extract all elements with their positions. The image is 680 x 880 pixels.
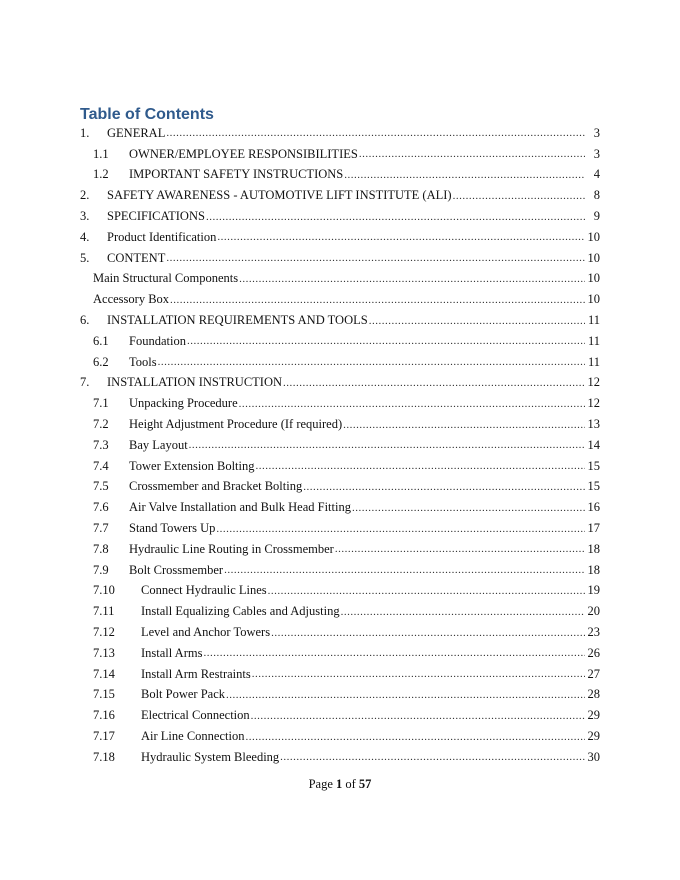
dot-leader [158,356,585,368]
dot-leader [283,377,585,389]
toc-entry-page: 3 [593,125,600,140]
toc-entry-title: Bay Layout [129,437,188,452]
toc-entry-title: SAFETY AWARENESS - AUTOMOTIVE LIFT INSTITUTE (ALI) [107,188,452,203]
dot-leader [239,273,585,285]
toc-entry[interactable] [80,726,600,747]
toc-entry-title: Install Equalizing Cables and Adjusting [141,604,340,619]
dot-leader [369,315,585,327]
toc-entry-number: 7.12 [93,625,115,640]
dot-leader [170,294,585,306]
toc-entry[interactable] [80,352,600,373]
toc-entry-title: OWNER/EMPLOYEE RESPONSIBILITIES [129,146,358,161]
toc-entry-number: 6.1 [93,333,109,348]
footer-prefix: Page [308,777,336,791]
toc-entry-page: 17 [587,521,600,536]
toc-entry[interactable] [80,248,600,269]
toc-entry-number: 7.13 [93,645,115,660]
dot-leader [271,627,585,639]
toc-entry-title: Foundation [129,333,186,348]
toc-entry-page: 19 [587,583,600,598]
dot-leader [268,585,585,597]
dot-leader [252,668,585,680]
toc-entry[interactable] [80,144,600,165]
toc-entry[interactable] [80,664,600,685]
toc-entry[interactable] [80,373,600,394]
toc-entry[interactable] [80,165,600,186]
toc-entry-page: 9 [593,209,600,224]
toc-entry[interactable] [80,622,600,643]
toc-entry-page: 29 [587,729,600,743]
toc-entry-title: Electrical Connection [141,708,250,723]
toc-entry-page: 10 [587,229,600,244]
toc-entry-title: INSTALLATION REQUIREMENTS AND TOOLS [107,313,368,328]
toc-entry-page: 15 [587,479,600,494]
toc-entry-page: 20 [587,604,600,619]
toc-entry-number: 7.9 [93,562,109,577]
dot-leader [203,647,585,659]
total-pages: 57 [358,777,372,791]
dot-leader [217,231,585,243]
toc-entry-page: 10 [587,271,600,286]
toc-entry-number: 7.18 [93,749,115,764]
toc-entry[interactable] [80,269,600,290]
dot-leader [216,523,585,535]
toc-entry-number: 7.2 [93,417,109,432]
toc-entry-number: 6.2 [93,354,109,369]
toc-entry-number: 7.6 [93,500,109,515]
toc-entry-title: Bolt Crossmember [129,562,224,577]
dot-leader [303,481,585,493]
toc-entry-page: 3 [593,146,600,161]
toc-entry-title: Hydraulic System Bleeding [141,749,280,764]
dot-leader [206,211,585,223]
toc-entry-number: 4. [80,229,90,244]
toc-entry-number: 7.15 [93,687,115,702]
dot-leader [166,252,585,264]
toc-entry-number: 7.1 [93,396,109,411]
toc-entry-page: 18 [587,541,600,556]
toc-entry-number: 6. [80,313,90,328]
toc-entry-title: Height Adjustment Procedure (If required) [129,417,343,432]
toc-entry-title: Product Identification [107,229,217,244]
dot-leader [344,169,585,181]
toc-entry-page: 8 [593,188,600,203]
toc-entry-title: IMPORTANT SAFETY INSTRUCTIONS [129,167,344,182]
toc-entry-number: 7.14 [93,666,115,681]
dot-leader [224,564,585,576]
dot-leader [343,419,585,431]
toc-entry[interactable] [80,601,600,622]
toc-entry-page: 12 [587,396,600,411]
toc-entry[interactable] [80,123,600,144]
toc-entry[interactable] [80,705,600,726]
toc-entry-number: 1.2 [93,167,109,182]
toc-entry-page: 27 [587,666,600,681]
toc-entry[interactable] [80,227,600,248]
toc-entry-number: 7.11 [93,604,115,619]
toc-entry-title: Connect Hydraulic Lines [141,583,267,598]
toc-entry-title: Bolt Power Pack [141,687,226,702]
toc-entry[interactable] [80,643,600,664]
toc-entry[interactable] [80,310,600,331]
toc-entry-page: 18 [587,562,600,577]
toc-entry-title: Air Line Connection [141,729,245,743]
toc-entry-title: Main Structural Components [93,271,239,286]
toc-entry[interactable] [80,185,600,206]
dot-leader [341,606,585,618]
toc-entry[interactable] [80,414,600,435]
toc-entry-page: 10 [587,250,600,265]
toc-entry-title: Tools [129,354,157,369]
toc-entry-title: Stand Towers Up [129,521,216,536]
toc-heading: Table of Contents [80,106,214,123]
toc-entry-number: 7.3 [93,437,109,452]
toc-entry[interactable] [80,393,600,414]
toc-entry[interactable] [80,331,600,352]
toc-entry-title: SPECIFICATIONS [107,209,205,224]
toc-entry-page: 14 [587,437,600,452]
toc-entry-page: 11 [587,354,600,369]
toc-entry-number: 7.5 [93,479,109,494]
toc-entry-title: CONTENT [107,250,166,265]
footer-of: of [342,777,359,791]
toc-entry-page: 15 [587,458,600,473]
dot-leader [245,731,585,743]
toc-entry[interactable] [80,477,600,498]
toc-entry[interactable] [80,206,600,227]
toc-entry-number: 2. [80,188,90,203]
dot-leader [251,710,585,722]
toc-entry[interactable] [80,685,600,706]
toc-entry-number: 7.17 [93,729,115,743]
toc-entry-page: 30 [587,749,600,764]
toc-entry-title: Tower Extension Bolting [129,458,255,473]
toc-entry-number: 7.8 [93,541,109,556]
toc-entry[interactable] [80,560,600,581]
toc-entry-page: 13 [587,417,600,432]
toc-entry-number: 1. [80,125,90,140]
toc-entry-title: Hydraulic Line Routing in Crossmember [129,541,334,556]
dot-leader [189,439,585,451]
dot-leader [187,335,585,347]
toc-entry[interactable] [80,518,600,539]
toc-entry[interactable] [80,747,600,768]
toc-entry-number: 7. [80,375,90,390]
dot-leader [166,127,585,139]
dot-leader [359,148,585,160]
toc-entry-page: 16 [587,500,600,515]
toc-entry-title: Air Valve Installation and Bulk Head Fitting [129,500,351,515]
toc-entry-title: Install Arm Restraints [141,666,251,681]
toc-entry-number: 1.1 [93,146,109,161]
toc-entry-page: 11 [587,313,600,328]
toc-list [80,123,600,768]
toc-entry-number: 7.16 [93,708,115,723]
toc-entry-title: Crossmember and Bracket Bolting [129,479,303,494]
dot-leader [352,502,585,514]
dot-leader [453,190,585,202]
toc-entry-title: Install Arms [141,645,203,660]
toc-entry[interactable] [80,289,600,310]
toc-entry-number: 7.10 [93,583,115,598]
toc-entry-title: Accessory Box [93,292,170,307]
toc-entry-title: GENERAL [107,125,166,140]
toc-entry-title: Level and Anchor Towers [141,625,271,640]
toc-entry-page: 29 [587,708,600,723]
toc-entry-number: 7.7 [93,521,109,536]
toc-entry[interactable] [80,435,600,456]
dot-leader [280,751,585,763]
dot-leader [226,689,585,701]
toc-entry[interactable] [80,497,600,518]
dot-leader [335,543,585,555]
toc-entry-page: 10 [587,292,600,307]
toc-entry-page: 23 [587,625,600,640]
current-page-number: 1 [336,777,343,791]
toc-entry-number: 3. [80,209,90,224]
toc-entry[interactable] [80,581,600,602]
toc-entry-number: 7.4 [93,458,109,473]
dot-leader [239,398,585,410]
toc-entry[interactable] [80,539,600,560]
toc-entry-title: Unpacking Procedure [129,396,238,411]
toc-entry-number: 5. [80,250,90,265]
toc-entry-page: 11 [587,333,600,348]
page-footer [0,777,680,792]
toc-entry-page: 26 [587,645,600,660]
toc-entry[interactable] [80,456,600,477]
toc-entry-page: 28 [587,687,600,702]
toc-entry-title: INSTALLATION INSTRUCTION [107,375,283,390]
dot-leader [256,460,585,472]
toc-entry-page: 12 [587,375,600,390]
toc-entry-page: 4 [593,167,600,182]
